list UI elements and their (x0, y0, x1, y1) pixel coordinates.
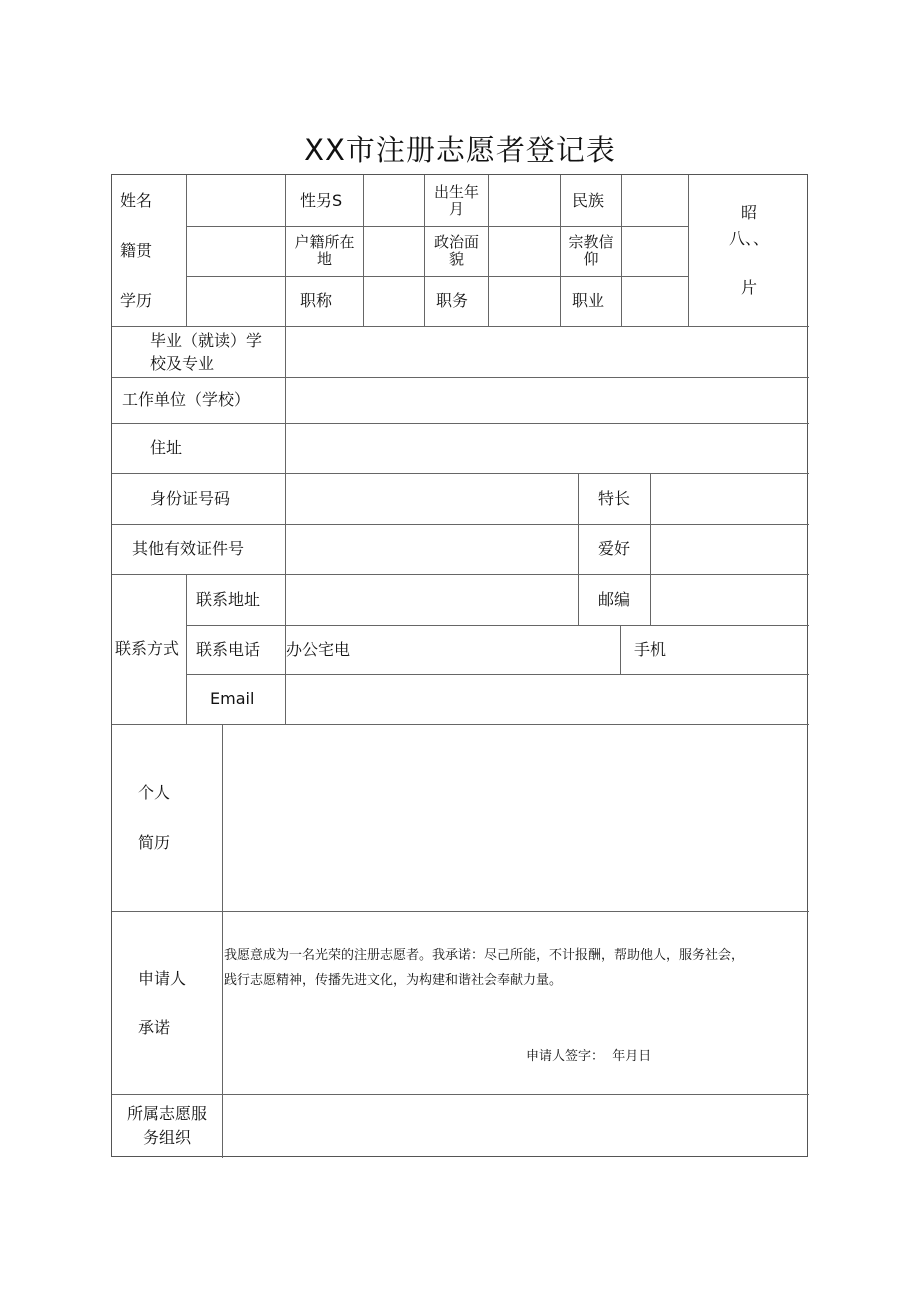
education-label: 学历 (120, 291, 153, 310)
school-label-line1: 毕业（就读）学 (150, 330, 263, 350)
office-home-phone-field[interactable]: 办公宅电 (286, 639, 351, 659)
household-label-line2: 地 (316, 250, 332, 268)
religion-label (561, 226, 621, 276)
contact-section-label: 联系方式 (115, 639, 180, 658)
pledge-label-line1: 申请人 (138, 968, 187, 988)
occupation-label: 职业 (572, 291, 605, 310)
pledge-label-line2: 承诺 (138, 1017, 171, 1037)
education-field[interactable] (187, 276, 285, 326)
resume-label (138, 724, 222, 911)
id-number-field[interactable] (286, 473, 578, 524)
specialty-label: 特长 (598, 488, 631, 508)
ethnicity-label: 民族 (572, 190, 605, 210)
resume-field[interactable] (223, 724, 809, 911)
form-title: XX市注册志愿者登记表 (304, 133, 616, 167)
id-number-label: 身份证号码 (150, 488, 231, 508)
contact-address-field[interactable] (286, 574, 578, 625)
religion-field[interactable] (622, 226, 688, 276)
pledge-label (138, 911, 222, 1094)
native-place-label: 籍贯 (120, 241, 153, 260)
postcode-label: 邮编 (598, 589, 631, 609)
registration-form (111, 174, 808, 1157)
school-field[interactable] (286, 326, 809, 377)
organization-label-line2: 务组织 (142, 1128, 191, 1147)
name-label: 姓名 (120, 190, 153, 210)
address-field[interactable] (286, 423, 809, 473)
address-label: 住址 (150, 438, 183, 457)
pledge-text-line2: 践行志愿精神，传播先进文化，为构建和谐社会奉献力量。 (224, 973, 563, 988)
email-label: Email (210, 689, 255, 708)
title-field[interactable] (364, 276, 424, 326)
native-place-field[interactable] (187, 226, 285, 276)
organization-label-line1: 所属志愿服 (126, 1104, 207, 1123)
mobile-label[interactable]: 手机 (634, 639, 667, 659)
photo-area[interactable] (689, 175, 809, 326)
name-field[interactable] (187, 175, 285, 226)
workplace-field[interactable] (286, 377, 809, 423)
workplace-label: 工作单位（学校） (122, 390, 251, 409)
political-field[interactable] (489, 226, 560, 276)
religion-label-line1: 宗教信 (568, 233, 614, 251)
political-label-line1: 政治面 (433, 233, 479, 251)
ethnicity-field[interactable] (622, 175, 688, 226)
email-field[interactable] (286, 674, 809, 724)
other-id-field[interactable] (286, 524, 578, 574)
birth-label-line1: 出生年 (433, 182, 479, 201)
gender-label: 性另S (300, 190, 343, 210)
col-divider (578, 473, 579, 625)
phone-label: 联系电话 (196, 639, 261, 659)
household-label (286, 226, 363, 276)
gender-field[interactable] (364, 175, 424, 226)
resume-label-line2: 简历 (138, 832, 171, 852)
other-id-label: 其他有效证件号 (132, 539, 245, 558)
contact-address-label: 联系地址 (196, 589, 261, 609)
hobby-field[interactable] (651, 524, 809, 574)
position-field[interactable] (489, 276, 560, 326)
religion-label-line2: 仰 (583, 250, 599, 268)
col-divider (620, 625, 621, 674)
resume-label-line1: 个人 (138, 782, 171, 802)
school-label (150, 326, 285, 377)
hobby-label: 爱好 (598, 539, 631, 558)
organization-field[interactable] (223, 1094, 809, 1158)
school-label-line2: 校及专业 (150, 353, 215, 373)
birth-label (425, 175, 488, 226)
pledge-text (224, 943, 809, 993)
occupation-field[interactable] (622, 276, 688, 326)
photo-label-line2: 八、、 (728, 229, 769, 248)
household-label-line1: 户籍所在 (294, 233, 355, 251)
birth-field[interactable] (489, 175, 560, 226)
birth-label-line2: 月 (448, 199, 464, 218)
political-label (425, 226, 488, 276)
specialty-field[interactable] (651, 473, 809, 524)
signature-line[interactable]: 申请人签字： 年月日 (526, 1049, 652, 1064)
political-label-line2: 貌 (448, 250, 464, 268)
title-label: 职称 (300, 291, 333, 310)
pledge-text-line1: 我愿意成为一名光荣的注册志愿者。我承诺：尽己所能，不计报酬，帮助他人，服务社会， (224, 948, 745, 963)
position-label: 职务 (436, 291, 469, 310)
photo-label-line1: 昭 (740, 203, 757, 222)
col-divider (186, 574, 187, 724)
household-field[interactable] (364, 226, 424, 276)
photo-label-line3: 片 (740, 278, 757, 297)
postcode-field[interactable] (651, 574, 809, 625)
organization-label (112, 1094, 222, 1158)
